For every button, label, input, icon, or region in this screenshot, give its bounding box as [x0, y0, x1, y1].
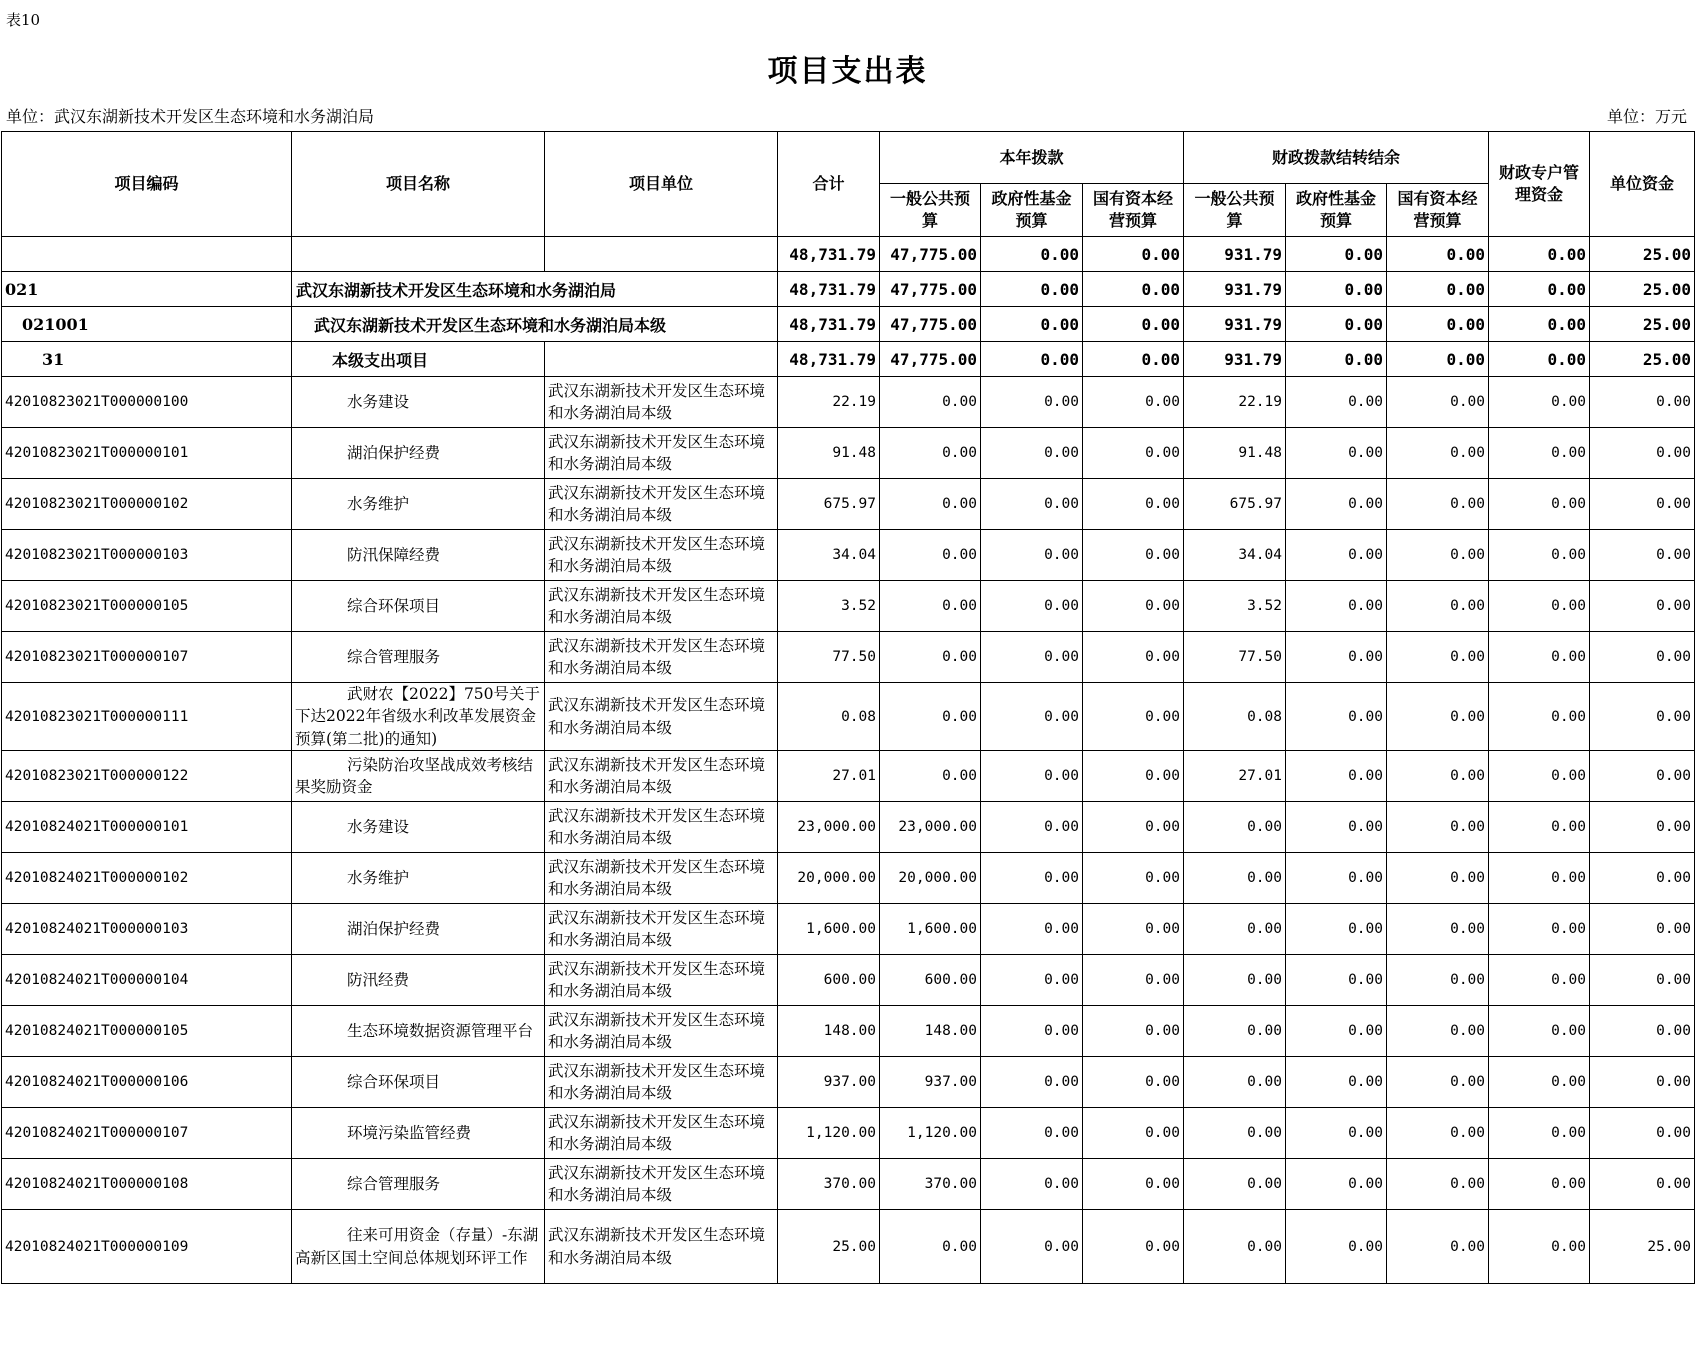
amount-cell: 0.00: [880, 683, 981, 751]
header-special-account: 财政专户管理资金: [1489, 132, 1590, 237]
amount-cell: 0.00: [880, 377, 981, 428]
summary-value: 0.00: [1083, 237, 1184, 272]
amount-cell: 600.00: [880, 955, 981, 1006]
amount-cell: 0.00: [1489, 853, 1590, 904]
project-code: 42010824021T000000101: [2, 802, 292, 853]
header-name: 项目名称: [292, 132, 545, 237]
amount-cell: 0.00: [981, 1159, 1083, 1210]
amount-cell: 91.48: [1184, 428, 1286, 479]
project-code: 42010823021T000000122: [2, 751, 292, 802]
header-gov-fund-budget-carryover: 政府性基金预算: [1286, 184, 1387, 237]
summary-value: 0.00: [1387, 342, 1489, 377]
amount-cell: 3.52: [1184, 581, 1286, 632]
amount-cell: 0.00: [1590, 955, 1695, 1006]
project-code: 42010824021T000000107: [2, 1108, 292, 1159]
summary-value: 0.00: [1286, 237, 1387, 272]
amount-cell: 0.00: [1387, 955, 1489, 1006]
project-code: 42010824021T000000108: [2, 1159, 292, 1210]
project-unit: 武汉东湖新技术开发区生态环境和水务湖泊局本级: [545, 802, 778, 853]
summary-row: [2, 237, 1695, 272]
amount-cell: 0.00: [1590, 751, 1695, 802]
amount-cell: 0.00: [1590, 802, 1695, 853]
amount-cell: 0.00: [1590, 530, 1695, 581]
amount-cell: 0.00: [880, 1210, 981, 1284]
amount-cell: 0.00: [1489, 955, 1590, 1006]
summary-value: 0.00: [1387, 272, 1489, 307]
summary-value: 931.79: [1184, 307, 1286, 342]
amount-cell: 0.00: [1184, 955, 1286, 1006]
project-unit: 武汉东湖新技术开发区生态环境和水务湖泊局本级: [545, 1006, 778, 1057]
amount-cell: 0.00: [1286, 581, 1387, 632]
amount-cell: 0.00: [1083, 1006, 1184, 1057]
table-row: [2, 1006, 1695, 1057]
amount-cell: 0.00: [1286, 632, 1387, 683]
project-unit: 武汉东湖新技术开发区生态环境和水务湖泊局本级: [545, 751, 778, 802]
amount-cell: 0.00: [981, 751, 1083, 802]
amount-cell: 0.00: [880, 428, 981, 479]
amount-cell: 0.00: [880, 632, 981, 683]
amount-cell: 0.00: [1184, 1210, 1286, 1284]
amount-cell: 91.48: [778, 428, 880, 479]
summary-value: 931.79: [1184, 342, 1286, 377]
amount-cell: 0.00: [1083, 1159, 1184, 1210]
project-unit: 武汉东湖新技术开发区生态环境和水务湖泊局本级: [545, 428, 778, 479]
table-row: [2, 1159, 1695, 1210]
amount-cell: 0.00: [981, 530, 1083, 581]
amount-cell: 0.00: [981, 955, 1083, 1006]
project-name: 水务维护: [292, 479, 545, 530]
amount-cell: 0.00: [1083, 1108, 1184, 1159]
summary-code: 31: [2, 342, 292, 377]
table-row: [2, 683, 1695, 751]
amount-cell: 0.00: [1489, 428, 1590, 479]
amount-cell: 0.00: [1286, 428, 1387, 479]
amount-cell: 25.00: [1590, 1210, 1695, 1284]
amount-cell: 0.00: [981, 581, 1083, 632]
header-unit: 项目单位: [545, 132, 778, 237]
amount-cell: 0.00: [1590, 1159, 1695, 1210]
header-state-capital-budget: 国有资本经营预算: [1083, 184, 1184, 237]
amount-cell: 0.00: [981, 904, 1083, 955]
project-code: 42010823021T000000103: [2, 530, 292, 581]
project-code: 42010824021T000000106: [2, 1057, 292, 1108]
summary-row: [2, 307, 1695, 342]
amount-cell: 0.00: [1590, 479, 1695, 530]
table-row: [2, 530, 1695, 581]
amount-cell: 0.00: [1387, 1057, 1489, 1108]
summary-value: 48,731.79: [778, 237, 880, 272]
amount-cell: 0.00: [981, 632, 1083, 683]
amount-cell: 0.00: [1286, 1210, 1387, 1284]
summary-value: 931.79: [1184, 272, 1286, 307]
amount-cell: 0.00: [1387, 683, 1489, 751]
amount-cell: 0.00: [1590, 904, 1695, 955]
summary-code: 021: [2, 272, 292, 307]
table-row: [2, 428, 1695, 479]
amount-cell: 0.00: [880, 751, 981, 802]
amount-cell: 34.04: [778, 530, 880, 581]
summary-value: 48,731.79: [778, 342, 880, 377]
amount-cell: 0.00: [1489, 581, 1590, 632]
summary-value: 47,775.00: [880, 307, 981, 342]
summary-value: 0.00: [1286, 342, 1387, 377]
amount-cell: 370.00: [778, 1159, 880, 1210]
summary-unit: [545, 237, 778, 272]
summary-value: 0.00: [981, 237, 1083, 272]
table-row: [2, 1108, 1695, 1159]
amount-cell: 0.00: [1387, 1159, 1489, 1210]
summary-value: 48,731.79: [778, 307, 880, 342]
amount-cell: 0.00: [1489, 1159, 1590, 1210]
currency-unit-label: 单位：万元: [1606, 107, 1687, 126]
table-body: [2, 237, 1695, 1284]
summary-value: 0.00: [1083, 307, 1184, 342]
amount-cell: 0.00: [1387, 751, 1489, 802]
amount-cell: 20,000.00: [778, 853, 880, 904]
amount-cell: 0.00: [1489, 683, 1590, 751]
project-unit: 武汉东湖新技术开发区生态环境和水务湖泊局本级: [545, 1159, 778, 1210]
amount-cell: 0.00: [1489, 1006, 1590, 1057]
amount-cell: 0.00: [1184, 802, 1286, 853]
amount-cell: 0.00: [1387, 1006, 1489, 1057]
amount-cell: 0.00: [1387, 904, 1489, 955]
project-code: 42010823021T000000111: [2, 683, 292, 751]
summary-row: [2, 342, 1695, 377]
project-name: 湖泊保护经费: [292, 428, 545, 479]
amount-cell: 0.00: [1590, 377, 1695, 428]
amount-cell: 0.00: [1286, 479, 1387, 530]
header-code: 项目编码: [2, 132, 292, 237]
amount-cell: 25.00: [778, 1210, 880, 1284]
project-name: 防汛经费: [292, 955, 545, 1006]
header-general-budget-carryover: 一般公共预算: [1184, 184, 1286, 237]
amount-cell: 1,120.00: [880, 1108, 981, 1159]
summary-code: [2, 237, 292, 272]
amount-cell: 27.01: [778, 751, 880, 802]
project-name: 防汛保障经费: [292, 530, 545, 581]
summary-value: 0.00: [1387, 237, 1489, 272]
summary-row: [2, 272, 1695, 307]
summary-value: 0.00: [981, 342, 1083, 377]
amount-cell: 0.00: [1286, 1108, 1387, 1159]
project-code: 42010824021T000000103: [2, 904, 292, 955]
amount-cell: 0.00: [1184, 1006, 1286, 1057]
project-unit: 武汉东湖新技术开发区生态环境和水务湖泊局本级: [545, 1108, 778, 1159]
summary-value: 47,775.00: [880, 272, 981, 307]
project-code: 42010823021T000000100: [2, 377, 292, 428]
amount-cell: 0.00: [1083, 802, 1184, 853]
amount-cell: 0.00: [880, 581, 981, 632]
table-row: [2, 802, 1695, 853]
project-name: 污染防治攻坚战成效考核结果奖励资金: [292, 751, 545, 802]
amount-cell: 0.00: [981, 428, 1083, 479]
amount-cell: 0.00: [1286, 1006, 1387, 1057]
project-name: 生态环境数据资源管理平台: [292, 1006, 545, 1057]
amount-cell: 0.00: [981, 1108, 1083, 1159]
amount-cell: 0.00: [981, 1006, 1083, 1057]
summary-value: 0.00: [1286, 272, 1387, 307]
project-unit: 武汉东湖新技术开发区生态环境和水务湖泊局本级: [545, 1210, 778, 1284]
table-row: [2, 581, 1695, 632]
amount-cell: 0.00: [1590, 1108, 1695, 1159]
project-unit: 武汉东湖新技术开发区生态环境和水务湖泊局本级: [545, 479, 778, 530]
summary-value: 0.00: [1387, 307, 1489, 342]
project-code: 42010823021T000000102: [2, 479, 292, 530]
amount-cell: 0.08: [778, 683, 880, 751]
amount-cell: 370.00: [880, 1159, 981, 1210]
amount-cell: 0.00: [880, 530, 981, 581]
amount-cell: 0.00: [1083, 377, 1184, 428]
amount-cell: 0.00: [1387, 530, 1489, 581]
amount-cell: 0.00: [1083, 632, 1184, 683]
header-group-carryover: 财政拨款结转结余: [1184, 132, 1489, 184]
header-group-current-year: 本年拨款: [880, 132, 1184, 184]
amount-cell: 0.00: [981, 479, 1083, 530]
header-general-budget: 一般公共预算: [880, 184, 981, 237]
table-row: [2, 632, 1695, 683]
amount-cell: 600.00: [778, 955, 880, 1006]
header-gov-fund-budget: 政府性基金预算: [981, 184, 1083, 237]
amount-cell: 0.00: [1286, 955, 1387, 1006]
table-row: [2, 479, 1695, 530]
summary-value: 0.00: [981, 272, 1083, 307]
amount-cell: 22.19: [1184, 377, 1286, 428]
project-unit: 武汉东湖新技术开发区生态环境和水务湖泊局本级: [545, 530, 778, 581]
amount-cell: 3.52: [778, 581, 880, 632]
amount-cell: 1,120.00: [778, 1108, 880, 1159]
table-row: [2, 751, 1695, 802]
project-code: 42010823021T000000105: [2, 581, 292, 632]
amount-cell: 675.97: [778, 479, 880, 530]
project-name: 综合管理服务: [292, 632, 545, 683]
amount-cell: 0.00: [1286, 904, 1387, 955]
amount-cell: 0.00: [1083, 751, 1184, 802]
amount-cell: 0.00: [1489, 530, 1590, 581]
table-row: [2, 377, 1695, 428]
project-name: 武财农【2022】750号关于下达2022年省级水利改革发展资金预算(第二批)的通知): [292, 683, 545, 751]
amount-cell: 937.00: [880, 1057, 981, 1108]
project-name: 综合环保项目: [292, 1057, 545, 1108]
summary-value: 0.00: [1489, 272, 1590, 307]
summary-code: 021001: [2, 307, 292, 342]
project-code: 42010824021T000000105: [2, 1006, 292, 1057]
project-unit: 武汉东湖新技术开发区生态环境和水务湖泊局本级: [545, 581, 778, 632]
amount-cell: 0.00: [1387, 853, 1489, 904]
amount-cell: 0.00: [1387, 1108, 1489, 1159]
project-code: 42010823021T000000101: [2, 428, 292, 479]
amount-cell: 0.00: [1387, 581, 1489, 632]
amount-cell: 0.00: [1489, 479, 1590, 530]
summary-value: 0.00: [1489, 342, 1590, 377]
amount-cell: 0.00: [1083, 853, 1184, 904]
summary-value: 0.00: [1489, 307, 1590, 342]
project-name: 湖泊保护经费: [292, 904, 545, 955]
table-row: [2, 1210, 1695, 1284]
project-name: 综合环保项目: [292, 581, 545, 632]
project-name: 水务建设: [292, 377, 545, 428]
amount-cell: 0.00: [981, 853, 1083, 904]
amount-cell: 0.00: [1286, 853, 1387, 904]
summary-value: 0.00: [1083, 272, 1184, 307]
amount-cell: 0.00: [1184, 1057, 1286, 1108]
amount-cell: 0.00: [1083, 904, 1184, 955]
amount-cell: 675.97: [1184, 479, 1286, 530]
amount-cell: 0.00: [1590, 683, 1695, 751]
project-unit: 武汉东湖新技术开发区生态环境和水务湖泊局本级: [545, 683, 778, 751]
amount-cell: 0.00: [1489, 904, 1590, 955]
amount-cell: 0.00: [1387, 428, 1489, 479]
amount-cell: 0.00: [1387, 632, 1489, 683]
summary-value: 48,731.79: [778, 272, 880, 307]
summary-value: 931.79: [1184, 237, 1286, 272]
amount-cell: 0.00: [1083, 581, 1184, 632]
project-code: 42010824021T000000102: [2, 853, 292, 904]
amount-cell: 0.00: [1387, 377, 1489, 428]
project-unit: 武汉东湖新技术开发区生态环境和水务湖泊局本级: [545, 1057, 778, 1108]
amount-cell: 77.50: [778, 632, 880, 683]
amount-cell: 0.00: [1286, 802, 1387, 853]
summary-value: 0.00: [981, 307, 1083, 342]
amount-cell: 0.00: [1083, 428, 1184, 479]
project-code: 42010823021T000000107: [2, 632, 292, 683]
project-unit: 武汉东湖新技术开发区生态环境和水务湖泊局本级: [545, 632, 778, 683]
amount-cell: 0.00: [1083, 955, 1184, 1006]
amount-cell: 148.00: [880, 1006, 981, 1057]
summary-value: 25.00: [1590, 307, 1695, 342]
amount-cell: 0.00: [1286, 1057, 1387, 1108]
summary-value: 47,775.00: [880, 342, 981, 377]
amount-cell: 0.00: [1083, 479, 1184, 530]
amount-cell: 0.00: [1083, 683, 1184, 751]
header-total: 合计: [778, 132, 880, 237]
amount-cell: 0.00: [981, 377, 1083, 428]
project-unit: 武汉东湖新技术开发区生态环境和水务湖泊局本级: [545, 853, 778, 904]
project-name: 往来可用资金（存量）-东湖高新区国土空间总体规划环评工作: [292, 1210, 545, 1284]
header-unit-funds: 单位资金: [1590, 132, 1695, 237]
project-name: 水务维护: [292, 853, 545, 904]
summary-unit: [545, 342, 778, 377]
summary-name: [292, 237, 545, 272]
amount-cell: 0.00: [1489, 1108, 1590, 1159]
amount-cell: 0.00: [1184, 1108, 1286, 1159]
table-row: [2, 955, 1695, 1006]
project-name: 水务建设: [292, 802, 545, 853]
project-unit: 武汉东湖新技术开发区生态环境和水务湖泊局本级: [545, 904, 778, 955]
table-row: [2, 853, 1695, 904]
amount-cell: 0.00: [1184, 853, 1286, 904]
amount-cell: 0.00: [1083, 1210, 1184, 1284]
summary-name: 本级支出项目: [292, 342, 545, 377]
amount-cell: 77.50: [1184, 632, 1286, 683]
project-code: 42010824021T000000109: [2, 1210, 292, 1284]
amount-cell: 0.00: [1489, 802, 1590, 853]
amount-cell: 0.00: [1590, 632, 1695, 683]
table-row: [2, 904, 1695, 955]
amount-cell: 1,600.00: [778, 904, 880, 955]
amount-cell: 0.00: [981, 683, 1083, 751]
project-name: 环境污染监管经费: [292, 1108, 545, 1159]
department-unit-label: 单位：武汉东湖新技术开发区生态环境和水务湖泊局: [6, 107, 375, 126]
amount-cell: 148.00: [778, 1006, 880, 1057]
project-unit: 武汉东湖新技术开发区生态环境和水务湖泊局本级: [545, 955, 778, 1006]
summary-value: 0.00: [1286, 307, 1387, 342]
amount-cell: 0.00: [1387, 802, 1489, 853]
summary-value: 0.00: [1083, 342, 1184, 377]
summary-value: 25.00: [1590, 237, 1695, 272]
amount-cell: 0.00: [1590, 581, 1695, 632]
amount-cell: 0.00: [1590, 1057, 1695, 1108]
amount-cell: 0.00: [1286, 1159, 1387, 1210]
amount-cell: 0.00: [1286, 683, 1387, 751]
amount-cell: 23,000.00: [778, 802, 880, 853]
header-state-capital-budget-carryover: 国有资本经营预算: [1387, 184, 1489, 237]
project-name: 综合管理服务: [292, 1159, 545, 1210]
summary-name: 武汉东湖新技术开发区生态环境和水务湖泊局本级: [292, 307, 778, 342]
project-code: 42010824021T000000104: [2, 955, 292, 1006]
amount-cell: 0.00: [1083, 530, 1184, 581]
amount-cell: 0.00: [1184, 1159, 1286, 1210]
table-number: 表10: [6, 11, 41, 29]
amount-cell: 0.00: [1489, 751, 1590, 802]
amount-cell: 20,000.00: [880, 853, 981, 904]
amount-cell: 23,000.00: [880, 802, 981, 853]
amount-cell: 0.00: [1286, 530, 1387, 581]
amount-cell: 0.00: [981, 802, 1083, 853]
amount-cell: 0.00: [1590, 1006, 1695, 1057]
summary-value: 0.00: [1489, 237, 1590, 272]
amount-cell: 0.00: [1083, 1057, 1184, 1108]
amount-cell: 0.00: [1286, 751, 1387, 802]
amount-cell: 0.00: [1184, 904, 1286, 955]
amount-cell: 0.00: [1286, 377, 1387, 428]
summary-name: 武汉东湖新技术开发区生态环境和水务湖泊局: [292, 272, 778, 307]
amount-cell: 0.00: [981, 1210, 1083, 1284]
header-row-1: [2, 132, 1695, 184]
amount-cell: 27.01: [1184, 751, 1286, 802]
amount-cell: 0.00: [1590, 853, 1695, 904]
summary-value: 47,775.00: [880, 237, 981, 272]
amount-cell: 0.08: [1184, 683, 1286, 751]
amount-cell: 0.00: [981, 1057, 1083, 1108]
amount-cell: 0.00: [1489, 1057, 1590, 1108]
table-row: [2, 1057, 1695, 1108]
amount-cell: 34.04: [1184, 530, 1286, 581]
page-title: 项目支出表: [767, 54, 928, 89]
amount-cell: 0.00: [1387, 479, 1489, 530]
summary-value: 25.00: [1590, 342, 1695, 377]
project-expenditure-table: [1, 131, 1695, 1284]
amount-cell: 0.00: [1489, 377, 1590, 428]
amount-cell: 0.00: [1590, 428, 1695, 479]
amount-cell: 0.00: [1489, 632, 1590, 683]
amount-cell: 0.00: [1489, 1210, 1590, 1284]
amount-cell: 0.00: [1387, 1210, 1489, 1284]
amount-cell: 22.19: [778, 377, 880, 428]
amount-cell: 1,600.00: [880, 904, 981, 955]
amount-cell: 937.00: [778, 1057, 880, 1108]
amount-cell: 0.00: [880, 479, 981, 530]
summary-value: 25.00: [1590, 272, 1695, 307]
project-unit: 武汉东湖新技术开发区生态环境和水务湖泊局本级: [545, 377, 778, 428]
